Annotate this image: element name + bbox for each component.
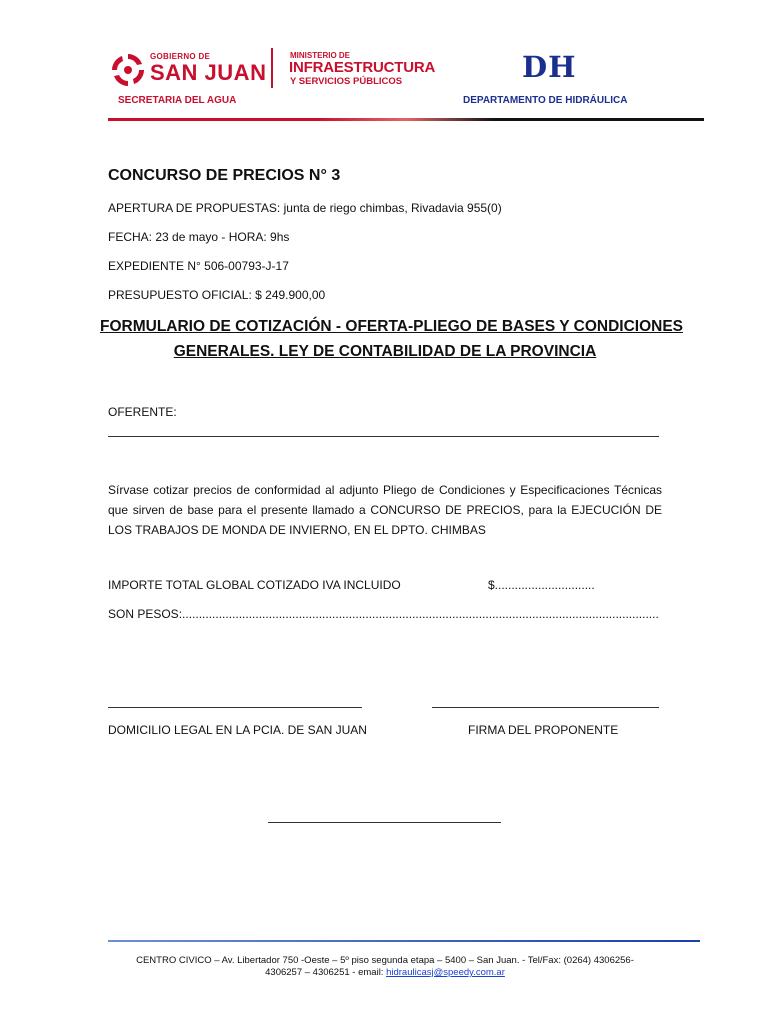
header-separator — [271, 48, 273, 88]
sun-emblem-icon — [110, 52, 146, 88]
body-paragraph: Sírvase cotizar precios de conformidad al adjunto Pliego de Condiciones y Especificaciones Técnicas que sirven de base para el presente llamado a CONCURSO DE PRECIOS, para la EJECUCIÓN DE LOS TRABAJOS DE MONDA DE INVIERNO, EN EL DPTO. CHIMBAS — [108, 483, 662, 537]
header-divider — [108, 118, 704, 121]
extra-signature-line[interactable] — [268, 822, 501, 823]
document-title: CONCURSO DE PRECIOS N° 3 — [108, 167, 341, 184]
ministerio-small-text: MINISTERIO DE — [290, 51, 351, 60]
departamento-label: DEPARTAMENTO DE HIDRÁULICA — [463, 95, 628, 106]
footer-address — [100, 955, 670, 979]
presupuesto-line: PRESUPUESTO OFICIAL: $ 249.900,00 — [108, 288, 326, 302]
expediente-line: EXPEDIENTE N° 506-00793-J-17 — [108, 259, 289, 273]
firma-signature-line[interactable] — [432, 707, 659, 708]
form-title-line-2: GENERALES. LEY DE CONTABILIDAD DE LA PROVINCIA — [173, 343, 597, 360]
footer-line-2 — [100, 967, 670, 979]
email-link[interactable]: hidraulicasj@speedy.com.ar — [386, 967, 505, 978]
gobierno-small-text: GOBIERNO DE — [150, 52, 211, 61]
ministerio-sub-text: Y SERVICIOS PÚBLICOS — [290, 76, 403, 87]
fecha-line: FECHA: 23 de mayo - HORA: 9hs — [108, 230, 290, 244]
firma-label: FIRMA DEL PROPONENTE — [468, 723, 619, 737]
secretaria-label: SECRETARIA DEL AGUA — [118, 95, 237, 106]
importe-label: IMPORTE TOTAL GLOBAL COTIZADO IVA INCLUIDO — [108, 578, 401, 592]
importe-fill-field[interactable]: $.............................. — [488, 578, 595, 592]
son-pesos-fill-field[interactable]: SON PESOS:............................................................................................................................................... — [108, 607, 659, 621]
footer-line-1: CENTRO CIVICO – Av. Libertador 750 -Oeste – 5º piso segunda etapa – 5400 – San Juan. - Tel/Fax: (0264) 4306256- — [136, 955, 634, 966]
domicilio-signature-line[interactable] — [108, 707, 362, 708]
apertura-line: APERTURA DE PROPUESTAS: junta de riego chimbas, Rivadavia 955(0) — [108, 201, 502, 215]
dh-logo: DH — [522, 50, 577, 84]
footer-phones: 4306257 – 4306251 - email: — [265, 967, 387, 978]
form-title-line-1: FORMULARIO DE COTIZACIÓN - OFERTA-PLIEGO DE BASES Y CONDICIONES — [100, 318, 683, 335]
oferente-label: OFERENTE: — [108, 405, 177, 419]
domicilio-label: DOMICILIO LEGAL EN LA PCIA. DE SAN JUAN — [108, 723, 367, 737]
gobierno-san-juan-logo — [108, 48, 268, 92]
oferente-fill-line[interactable] — [108, 436, 659, 437]
gobierno-big-text: SAN JUAN — [150, 60, 267, 85]
footer-divider — [108, 940, 700, 942]
ministerio-big-text: INFRAESTRUCTURA — [289, 59, 436, 76]
